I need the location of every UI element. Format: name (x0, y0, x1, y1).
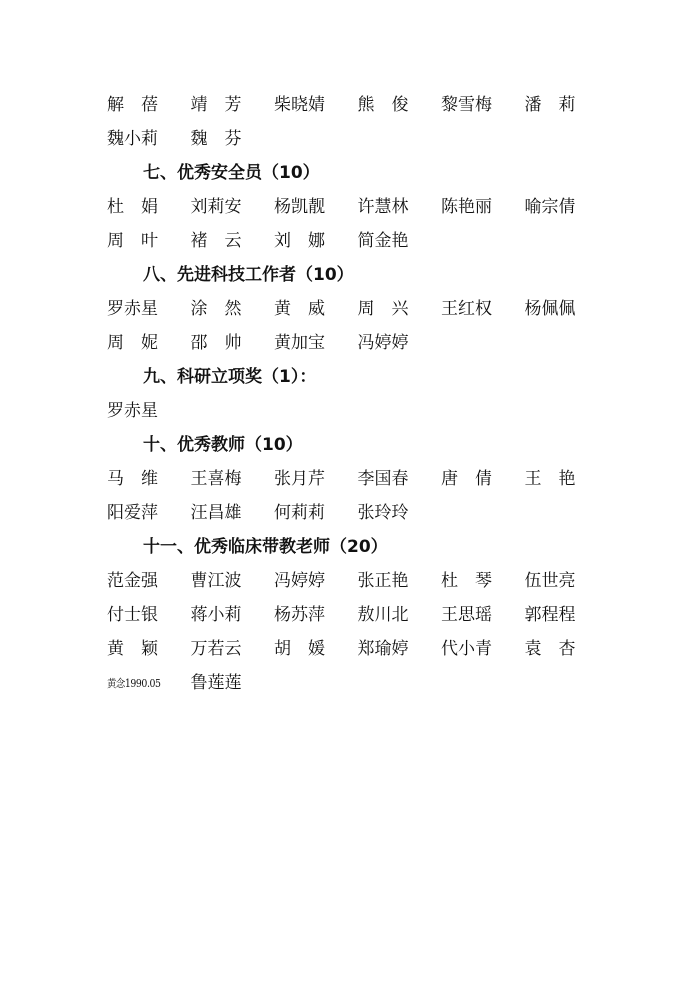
person-name: 魏 芬 (190, 129, 242, 149)
person-name: 刘 娜 (274, 231, 325, 251)
person-name: 黄 威 (274, 299, 325, 319)
award-list-document (107, 88, 597, 700)
name-row (107, 88, 597, 122)
person-name: 周 叶 (107, 231, 158, 251)
section-heading-clinical-teacher: 十一、优秀临床带教老师（20） (143, 537, 388, 557)
person-name: 褚 云 (190, 231, 242, 251)
person-name: 靖 芳 (190, 95, 242, 115)
person-name: 袁 杏 (524, 639, 576, 659)
section-heading-tech-worker: 八、先进科技工作者（10） (143, 265, 354, 285)
person-name: 罗赤星 (107, 299, 158, 319)
person-name: 许慧林 (357, 197, 409, 217)
person-name: 王 艳 (524, 469, 576, 489)
person-name: 汪昌雄 (190, 503, 242, 523)
person-name: 敖川北 (357, 605, 409, 625)
name-row (107, 496, 597, 530)
person-name: 马 维 (107, 469, 158, 489)
name-row (107, 122, 597, 156)
person-name: 黎雪梅 (441, 95, 492, 115)
person-name: 张月芹 (274, 469, 325, 489)
person-name: 王红权 (441, 299, 492, 319)
name-note: 黄念1990.05 (107, 676, 161, 690)
section-heading-excellent-teacher: 十、优秀教师（10） (143, 435, 303, 455)
person-name: 周 妮 (107, 333, 158, 353)
name-row (107, 224, 597, 258)
person-name: 代小青 (441, 639, 492, 659)
person-name: 熊 俊 (357, 95, 409, 115)
person-name: 潘 莉 (524, 95, 576, 115)
person-name: 魏小莉 (107, 129, 158, 149)
person-name: 周 兴 (357, 299, 409, 319)
person-name: 杨凯靓 (274, 197, 325, 217)
person-name: 伍世亮 (524, 571, 576, 591)
person-name: 刘莉安 (190, 197, 242, 217)
person-name: 王喜梅 (190, 469, 242, 489)
person-name: 王思瑶 (441, 605, 492, 625)
person-name: 万若云 (190, 639, 242, 659)
person-name: 胡 媛 (274, 639, 325, 659)
person-name: 简金艳 (357, 231, 409, 251)
section-heading-safety-officer: 七、优秀安全员（10） (143, 163, 320, 183)
person-name: 付士银 (107, 605, 158, 625)
person-name: 解 蓓 (107, 95, 158, 115)
person-name: 鲁莲莲 (190, 673, 242, 693)
person-name: 杨苏萍 (274, 605, 325, 625)
name-row (107, 190, 597, 224)
person-name: 喻宗倩 (524, 197, 576, 217)
name-row (107, 326, 597, 360)
name-row (107, 292, 597, 326)
person-name: 曹江波 (190, 571, 242, 591)
person-name: 张正艳 (357, 571, 409, 591)
person-name: 柴晓婧 (274, 95, 325, 115)
person-name: 杜 娟 (107, 197, 158, 217)
person-name: 邵 帅 (190, 333, 242, 353)
person-name: 涂 然 (190, 299, 242, 319)
name-row (107, 632, 597, 666)
person-name: 冯婷婷 (274, 571, 325, 591)
person-name: 郭程程 (524, 605, 576, 625)
person-name: 蒋小莉 (190, 605, 242, 625)
person-name: 罗赤星 (107, 401, 158, 421)
person-name: 冯婷婷 (357, 333, 409, 353)
person-name: 范金强 (107, 571, 158, 591)
person-name: 杜 琴 (441, 571, 492, 591)
section-heading-research-award: 九、科研立项奖（1）： (143, 367, 317, 387)
person-name: 阳爱萍 (107, 503, 158, 523)
name-row (107, 564, 597, 598)
name-row (107, 394, 597, 428)
person-name: 黄加宝 (274, 333, 325, 353)
person-name: 黄 颖 (107, 639, 158, 659)
person-name: 郑瑜婷 (357, 639, 409, 659)
person-name: 何莉莉 (274, 503, 325, 523)
person-name: 杨佩佩 (524, 299, 576, 319)
person-name: 唐 倩 (441, 469, 492, 489)
person-name: 陈艳丽 (441, 197, 492, 217)
person-name: 张玲玲 (357, 503, 409, 523)
person-name: 李国春 (357, 469, 409, 489)
name-row (107, 462, 597, 496)
name-row (107, 666, 597, 700)
name-row (107, 598, 597, 632)
